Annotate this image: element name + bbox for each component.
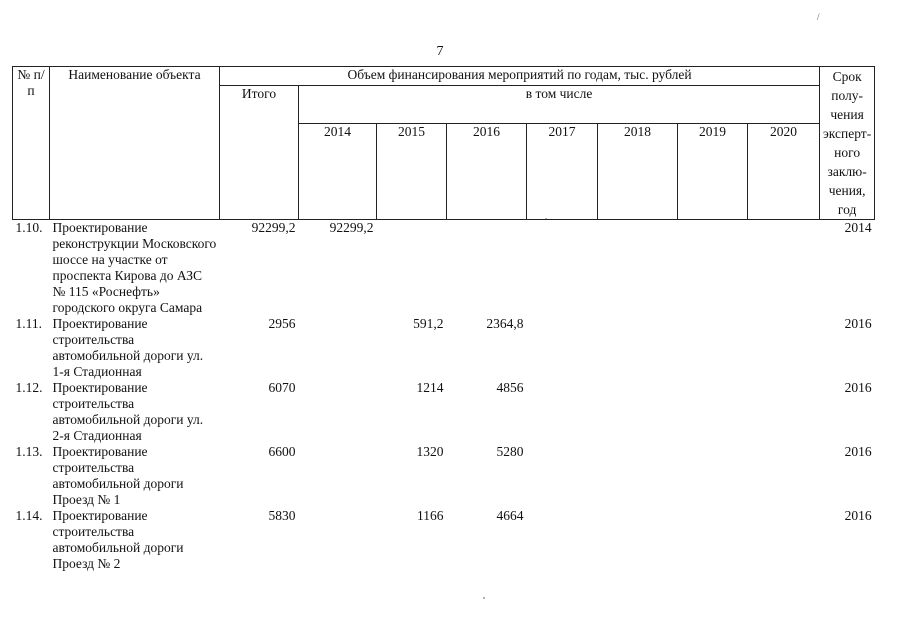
term-year: 2016 bbox=[844, 380, 872, 395]
column-header-year-2016: 2016 bbox=[447, 124, 527, 220]
value-2018 bbox=[598, 316, 678, 380]
object-name: Проектирование строительства автомобильной дороги ул. 2-я Стадионная bbox=[52, 380, 204, 443]
value-2015: 1214 bbox=[416, 380, 444, 395]
value-2019 bbox=[678, 444, 748, 508]
column-header-year-2017: 2017 bbox=[527, 124, 598, 220]
table-row bbox=[13, 380, 875, 444]
column-header-year-2018: 2018 bbox=[598, 124, 678, 220]
value-2020 bbox=[748, 380, 820, 444]
total-value: 92299,2 bbox=[251, 220, 296, 235]
value-2017 bbox=[527, 380, 598, 444]
term-year: 2016 bbox=[844, 316, 872, 331]
total-value: 5830 bbox=[268, 508, 296, 523]
value-2017 bbox=[527, 220, 598, 317]
value-2015: 1320 bbox=[416, 444, 444, 459]
value-2018 bbox=[598, 220, 678, 317]
column-header-year-2015: 2015 bbox=[377, 124, 447, 220]
financing-table bbox=[12, 66, 875, 572]
total-value: 6600 bbox=[268, 444, 296, 459]
term-year: 2016 bbox=[844, 444, 872, 459]
row-number: 1.12. bbox=[15, 380, 43, 395]
value-2017 bbox=[527, 444, 598, 508]
corner-mark: / bbox=[817, 12, 820, 22]
value-2014 bbox=[299, 316, 377, 380]
column-header-year-2014: 2014 bbox=[299, 124, 377, 220]
table-row bbox=[13, 444, 875, 508]
column-header-including: в том числе bbox=[299, 86, 820, 124]
value-2015: 591,2 bbox=[413, 316, 444, 331]
value-2020 bbox=[748, 220, 820, 317]
object-name: Проектирование строительства автомобильной дороги Проезд № 1 bbox=[52, 444, 184, 507]
column-header-total: Итого bbox=[220, 86, 299, 220]
value-2015: 1166 bbox=[417, 508, 444, 523]
row-number: 1.11. bbox=[15, 316, 42, 331]
row-number: 1.14. bbox=[15, 508, 43, 523]
scan-speck bbox=[483, 597, 485, 599]
value-2014 bbox=[299, 444, 377, 508]
object-name: Проектирование реконструкции Московского шоссе на участке от проспекта Кирова до АЗС № 115 «Роснефть» городского округа Самара bbox=[52, 220, 217, 315]
value-2019 bbox=[678, 508, 748, 572]
value-2014: 92299,2 bbox=[329, 220, 374, 235]
table-row bbox=[13, 220, 875, 317]
table-row bbox=[13, 316, 875, 380]
value-2015 bbox=[377, 220, 447, 317]
financing-table-wrapper bbox=[12, 66, 875, 572]
term-year: 2014 bbox=[844, 220, 872, 235]
value-2018 bbox=[598, 508, 678, 572]
value-2016: 4664 bbox=[496, 508, 524, 523]
table-body bbox=[13, 220, 875, 573]
table-header bbox=[13, 67, 875, 220]
value-2019 bbox=[678, 220, 748, 317]
column-header-name: Наименование объекта bbox=[50, 67, 220, 220]
value-2019 bbox=[678, 380, 748, 444]
column-header-num: № п/п bbox=[13, 67, 50, 220]
value-2018 bbox=[598, 444, 678, 508]
column-header-funding: Объем финансирования мероприятий по годам, тыс. рублей bbox=[220, 67, 820, 86]
column-header-year-2020: 2020 bbox=[748, 124, 820, 220]
page-number: 7 bbox=[436, 44, 444, 59]
value-2016: 4856 bbox=[496, 380, 524, 395]
object-name: Проектирование строительства автомобильной дороги ул. 1-я Стадионная bbox=[52, 316, 204, 379]
object-name: Проектирование строительства автомобильной дороги Проезд № 2 bbox=[52, 508, 184, 571]
value-2017 bbox=[527, 316, 598, 380]
value-2019 bbox=[678, 316, 748, 380]
total-value: 6070 bbox=[268, 380, 296, 395]
value-2020 bbox=[748, 444, 820, 508]
column-header-term: Срок полу-чения эксперт-ного заклю-чения, год bbox=[820, 67, 875, 220]
value-2014 bbox=[299, 380, 377, 444]
table-row bbox=[13, 508, 875, 572]
row-number: 1.13. bbox=[15, 444, 43, 459]
value-2016: 5280 bbox=[496, 444, 524, 459]
total-value: 2956 bbox=[268, 316, 296, 331]
value-2018 bbox=[598, 380, 678, 444]
value-2020 bbox=[748, 316, 820, 380]
value-2014 bbox=[299, 508, 377, 572]
column-header-year-2019: 2019 bbox=[678, 124, 748, 220]
value-2016 bbox=[447, 220, 527, 317]
value-2017 bbox=[527, 508, 598, 572]
term-year: 2016 bbox=[844, 508, 872, 523]
value-2020 bbox=[748, 508, 820, 572]
row-number: 1.10. bbox=[15, 220, 43, 235]
value-2016: 2364,8 bbox=[486, 316, 524, 331]
